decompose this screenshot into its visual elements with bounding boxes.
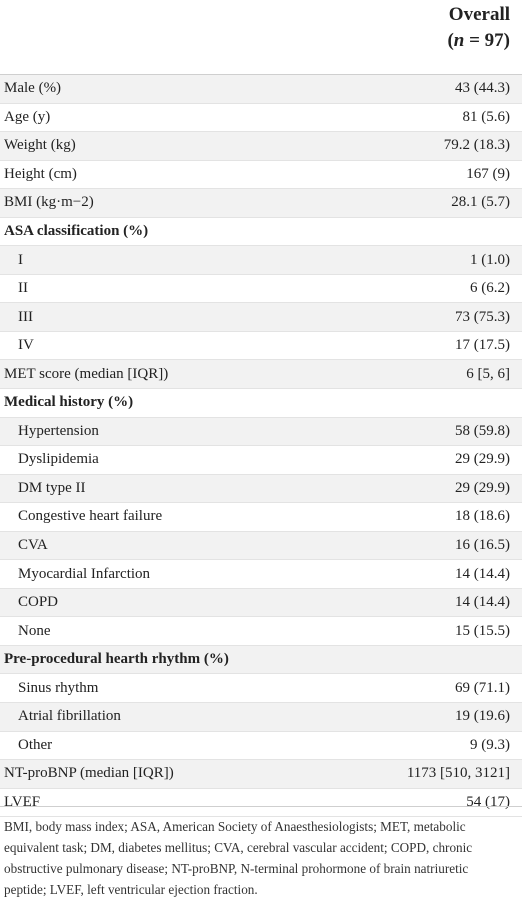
table-row (0, 104, 522, 133)
row-label: Medical history (%) (4, 394, 134, 411)
table-row (0, 161, 522, 190)
row-value: 9 (9.3) (470, 736, 510, 753)
row-value: 81 (5.6) (462, 108, 510, 125)
row-value: 17 (17.5) (455, 337, 510, 354)
table-row (0, 360, 522, 389)
table-section-row (0, 389, 522, 418)
column-header-overall (447, 2, 510, 54)
table-row (0, 189, 522, 218)
row-value: 1173 [510, 3121] (406, 765, 510, 782)
table-row (0, 475, 522, 504)
row-label: COPD (18, 594, 59, 611)
column-sample-size (447, 28, 510, 54)
row-label: II (18, 280, 28, 297)
row-label: MET score (median [IQR]) (4, 365, 169, 382)
footer-rule (0, 806, 522, 807)
row-value: 1 (1.0) (470, 251, 510, 268)
row-label: Congestive heart failure (18, 508, 163, 525)
table-row (0, 532, 522, 561)
table-row (0, 674, 522, 703)
row-label: Age (y) (4, 108, 51, 125)
row-value: 16 (16.5) (455, 537, 510, 554)
table-row (0, 132, 522, 161)
table-row (0, 446, 522, 475)
table-row (0, 418, 522, 447)
table-row (0, 332, 522, 361)
table-row (0, 246, 522, 275)
table-row (0, 303, 522, 332)
table-row (0, 789, 522, 818)
table-section-row (0, 218, 522, 247)
n-prefix: ( (447, 30, 454, 51)
row-label: III (18, 308, 33, 325)
table-row (0, 617, 522, 646)
row-label: None (18, 622, 51, 639)
row-value: 73 (75.3) (455, 308, 510, 325)
row-value: 58 (59.8) (455, 422, 510, 439)
row-label: Hypertension (18, 422, 99, 439)
table-row (0, 589, 522, 618)
row-label: LVEF (4, 793, 41, 810)
n-value: = 97) (464, 30, 510, 51)
row-label: Pre-procedural hearth rhythm (%) (4, 651, 229, 668)
row-value: 43 (44.3) (455, 80, 510, 97)
row-value: 28.1 (5.7) (451, 194, 510, 211)
table-row (0, 75, 522, 104)
row-label: IV (18, 337, 34, 354)
row-value: 15 (15.5) (455, 622, 510, 639)
row-value: 167 (9) (466, 165, 510, 182)
table-row (0, 760, 522, 789)
row-value: 19 (19.6) (455, 708, 510, 725)
row-label: DM type II (18, 479, 86, 496)
row-label: CVA (18, 537, 48, 554)
row-value: 6 (6.2) (470, 280, 510, 297)
table-row (0, 560, 522, 589)
row-label: I (18, 251, 23, 268)
n-variable: n (453, 30, 465, 51)
table-row (0, 275, 522, 304)
table-row (0, 703, 522, 732)
row-label: Male (%) (4, 80, 62, 97)
table-footnote: BMI, body mass index; ASA, American Society of Anaesthesiologists; MET, metabolic equivalent task; DM, diabetes mellitus; CVA, cerebral vascular accident; COPD, chronic obstructive pulmonary disease; NT-proBNP, N-terminal prohormone of brain natriuretic peptide; LVEF, left ventricular ejection fraction. (4, 819, 473, 897)
row-value: 14 (14.4) (455, 565, 510, 582)
row-value: 79.2 (18.3) (443, 137, 510, 154)
table-row (0, 732, 522, 761)
row-label: Weight (kg) (4, 137, 76, 154)
row-label: Atrial fibrillation (18, 708, 121, 725)
row-label: Other (18, 736, 53, 753)
table-body (0, 75, 522, 817)
column-title: Overall (448, 4, 510, 25)
row-label: BMI (kg·m−2) (4, 194, 94, 211)
row-label: NT-proBNP (median [IQR]) (4, 765, 174, 782)
table-section-row (0, 646, 522, 675)
row-label: Height (cm) (4, 165, 77, 182)
row-value: 6 [5, 6] (466, 365, 510, 382)
row-value: 29 (29.9) (455, 451, 510, 468)
table-row (0, 503, 522, 532)
row-value: 18 (18.6) (455, 508, 510, 525)
row-label: Sinus rhythm (18, 679, 99, 696)
row-label: Myocardial Infarction (18, 565, 151, 582)
row-value: 69 (71.1) (455, 679, 510, 696)
row-label: ASA classification (%) (4, 223, 149, 239)
row-value: 29 (29.9) (455, 479, 510, 496)
table-header (0, 0, 522, 72)
row-label: Dyslipidemia (18, 451, 99, 468)
row-value: 54 (17) (466, 793, 510, 810)
row-value: 14 (14.4) (455, 594, 510, 611)
